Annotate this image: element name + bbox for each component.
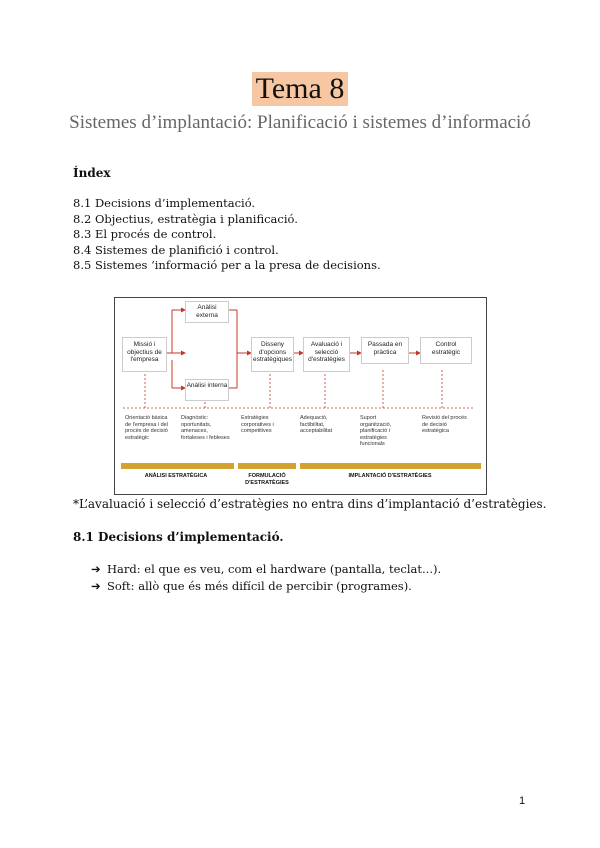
box-design-options: Disseny d'opcions estratègiques [251, 337, 294, 372]
strategy-diagram [114, 297, 487, 495]
bullet-list [91, 561, 441, 595]
toc-item: 8.3 El procés de control. [73, 227, 217, 241]
phase-label-formulation: FORMULACIÓ D'ESTRATÈGIES [245, 473, 289, 486]
bullet-text: allò que és més difícil de percibir (programes). [134, 579, 412, 593]
column-text: Revisió del procés de decisió estratègica [422, 415, 467, 434]
box-external-analysis: Anàlisi externa [185, 301, 229, 323]
column-text: Adequació, factibilitat, acceptabilitat [300, 415, 333, 434]
bullet-item [91, 578, 441, 595]
phase-label-implementation: IMPLANTACIÓ D'ESTRATÈGIES [348, 473, 432, 479]
box-internal-analysis: Anàlisi interna [185, 379, 229, 401]
arrow-icon: ➔ [91, 579, 101, 593]
table-of-contents [73, 196, 381, 274]
box-mission: Missió i objectius de l'empresa [122, 337, 167, 372]
bullet-item [91, 561, 441, 578]
box-evaluation: Avaluació i selecció d'estratègies [303, 337, 350, 372]
index-heading: Índex [73, 166, 111, 180]
phase-label-analysis: ANÀLISI ESTRATÈGICA [144, 473, 208, 479]
box-control: Control estratègic [420, 337, 472, 364]
page-number: 1 [519, 795, 526, 807]
phase-bar-implementation [300, 463, 481, 469]
toc-item: 8.2 Objectius, estratègia i planificació. [73, 211, 298, 226]
column-text: Diagnòstic: oportunitats, amenaces, fortaleses i febleses [181, 415, 230, 441]
column-text: Suport organització, planificació i estratègies funcionals [360, 415, 392, 447]
bullet-label: Soft: [107, 579, 135, 593]
phase-bar-analysis [121, 463, 234, 469]
column-text: Estratègies corporatives i competitives [241, 415, 274, 434]
bullet-label: Hard: [107, 562, 141, 576]
arrow-icon: ➔ [91, 562, 101, 576]
section-heading: 8.1 Decisions d’implementació. [73, 530, 284, 544]
column-text: Orientació bàsica de l'empresa i del procés de decisió estratègic [125, 415, 168, 441]
toc-item: 8.4 Sistemes de planifició i control. [73, 242, 279, 257]
toc-item: 8.5 Sistemes ‘informació per a la presa de decisions. [73, 258, 381, 272]
title-container [0, 72, 600, 106]
page-title: Tema 8 [252, 72, 349, 106]
page-subtitle: Sistemes d’implantació: Planificació i sistemes d’informació [69, 112, 531, 133]
bullet-text: el que es veu, com el hardware (pantalla, teclat...). [140, 562, 442, 576]
diagram-note: *L’avaluació i selecció d’estratègies no entra dins d’implantació d’estratègies. [73, 497, 547, 511]
phase-bar-formulation [238, 463, 296, 469]
box-practice: Passada en pràctica [361, 337, 409, 364]
toc-item: 8.1 Decisions d’implementació. [73, 196, 256, 210]
